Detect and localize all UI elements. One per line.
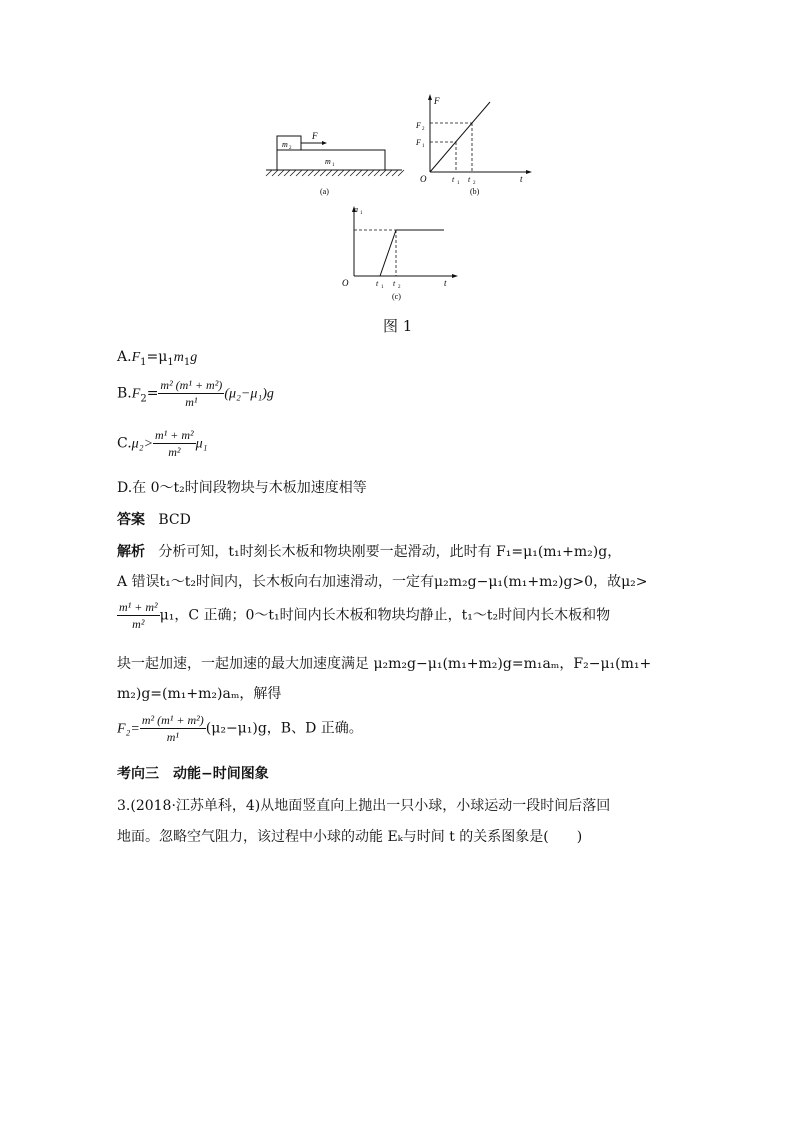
section-title: 考向三 动能−时间图象 xyxy=(117,766,269,782)
svg-text:a: a xyxy=(354,205,358,214)
question-3-line-1: 3.(2018·江苏单科，4)从地面竖直向上抛出一只小球，小球运动一段时间后落回 xyxy=(117,798,611,814)
option-c: C.μ₂> $\frac{\text{m¹ + m²}}{\text{m²}}$ μ₁ xyxy=(117,428,208,459)
caption-a: (a) xyxy=(320,187,329,196)
svg-text:2: 2 xyxy=(422,127,425,132)
figure-title: 图 1 xyxy=(383,317,413,335)
svg-text:t: t xyxy=(444,278,447,288)
label-m2-sub: 2 xyxy=(289,146,292,151)
caption-b: (b) xyxy=(470,187,480,196)
caption-c: (c) xyxy=(392,292,401,301)
ground-hatch xyxy=(266,170,404,176)
svg-text:t: t xyxy=(393,279,396,288)
analysis-line-6: F₂= $\frac{\text{m² (m¹ + m²)}}{\text{m¹}}$ (μ₂−μ₁)g，B、D 正确。 xyxy=(117,713,363,744)
svg-text:F: F xyxy=(416,121,421,130)
option-d: D.在 0～t₂时间段物块与木板加速度相等 xyxy=(117,480,367,496)
figure-a xyxy=(262,126,407,198)
svg-text:2: 2 xyxy=(398,285,401,290)
svg-text:2: 2 xyxy=(473,181,476,186)
svg-text:t: t xyxy=(520,174,523,184)
svg-text:t: t xyxy=(452,175,455,184)
question-3-line-2: 地面。忽略空气阻力，该过程中小球的动能 Eₖ与时间 t 的关系图象是( ) xyxy=(117,829,583,845)
board-m1 xyxy=(277,150,385,170)
svg-text:1: 1 xyxy=(360,211,363,216)
svg-text:F: F xyxy=(416,138,421,147)
label-F: F xyxy=(312,131,318,141)
analysis-line-3: $\frac{\text{m¹ + m²}}{\text{m²}}$ μ₁，C 正确；0～t₁时间内长木板和物块均静止，t₁～t₂时间内长木板和物 xyxy=(119,600,611,631)
svg-text:O: O xyxy=(420,174,427,184)
figure-b xyxy=(410,90,535,200)
option-b: $B.F_2=$ $\frac{\text{m² (m¹ + m²)}}{\text{m¹}}$ (μ₂−μ₁)g xyxy=(117,378,274,409)
svg-text:O: O xyxy=(342,278,349,288)
option-a: $A.F_1=\mu_1m_1g$ xyxy=(117,349,198,368)
svg-text:t: t xyxy=(376,279,379,288)
line-a-t xyxy=(380,230,396,276)
analysis-line-2: A 错误t₁～t₂时间内，长木板向右加速滑动，一定有μ₂m₂g−μ₁(m₁+m₂)g>0，故μ₂> xyxy=(117,574,648,590)
svg-text:1: 1 xyxy=(422,144,425,149)
answer: 答案 BCD xyxy=(117,512,191,528)
analysis-line-4: 块一起加速，一起加速的最大加速度满足 μ₂m₂g−μ₁(m₁+m₂)g=m₁aₘ，F₂−μ₁(m₁+ xyxy=(117,656,652,672)
label-m2: m xyxy=(282,140,288,149)
svg-text:F: F xyxy=(434,96,440,106)
label-m1: m xyxy=(325,157,331,166)
label-m1-sub: 1 xyxy=(332,163,335,168)
analysis-line-5: m₂)g=(m₁+m₂)aₘ，解得 xyxy=(117,686,282,702)
line-F-t xyxy=(430,102,490,172)
svg-text:1: 1 xyxy=(457,181,460,186)
figure-c xyxy=(336,200,461,308)
analysis-line-1: 解析 分析可知，t₁时刻长木板和物块刚要一起滑动，此时有 F₁=μ₁(m₁+m₂)g， xyxy=(117,544,622,560)
svg-text:1: 1 xyxy=(381,285,384,290)
svg-text:t: t xyxy=(468,175,471,184)
